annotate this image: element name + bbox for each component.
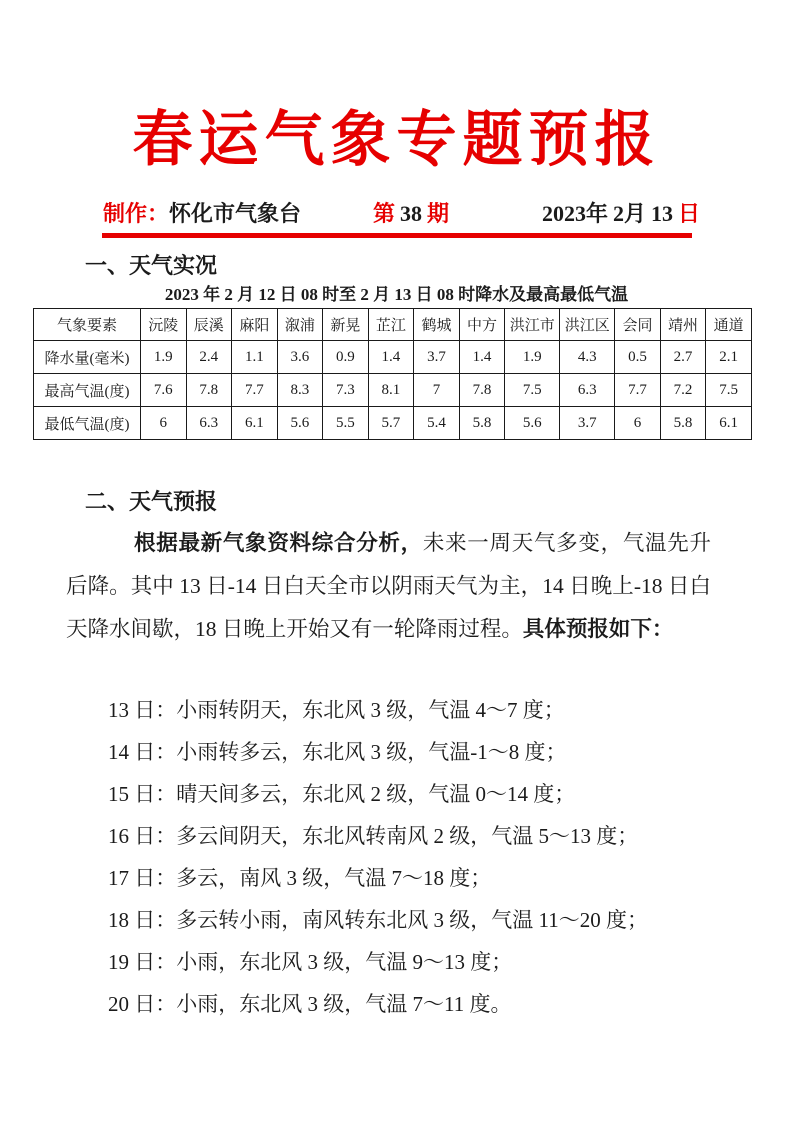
weather-value-cell: 7.5 xyxy=(706,374,752,407)
weather-table-header-cell: 沅陵 xyxy=(141,309,187,341)
weather-value-cell: 1.4 xyxy=(368,341,414,374)
forecast-line: 13 日：小雨转阴天，东北风 3 级，气温 4～7 度； xyxy=(108,698,565,722)
weather-table-title: 2023 年 2 月 12 日 08 时至 2 月 13 日 08 时降水及最高最低气温 xyxy=(164,285,629,304)
weather-table-header-cell: 气象要素 xyxy=(34,309,141,341)
issue-prefix: 第 xyxy=(373,201,396,226)
weather-value-cell: 2.4 xyxy=(186,341,232,374)
weather-value-cell: 7.2 xyxy=(660,374,706,407)
weather-table-header-cell: 通道 xyxy=(706,309,752,341)
weather-value-cell: 5.5 xyxy=(323,407,369,440)
weather-value-cell: 1.9 xyxy=(505,341,560,374)
weather-value-cell: 7.7 xyxy=(615,374,661,407)
weather-table-header-cell: 中方 xyxy=(459,309,505,341)
section-2-heading: 二、天气预报 xyxy=(85,489,218,514)
forecast-summary-paragraph xyxy=(66,522,711,651)
weather-value-cell: 5.8 xyxy=(660,407,706,440)
weather-table-header-cell: 芷江 xyxy=(368,309,414,341)
weather-value-cell: 2.7 xyxy=(660,341,706,374)
red-divider xyxy=(102,233,692,238)
forecast-line: 17 日：多云，南风 3 级，气温 7～18 度； xyxy=(108,866,492,890)
summary-run-body: 未来一周天气多变，气温先升后降。其中 13 日-14 日白天全市以阴雨天气为主，14 日晚上-18 日白天降水间歇，18 日晚上开始又有一轮降雨过程。 xyxy=(66,531,711,641)
forecast-line: 15 日：晴天间多云，东北风 2 级，气温 0～14 度； xyxy=(108,782,576,806)
issue-field xyxy=(373,199,449,229)
issue-number: 38 xyxy=(400,201,423,226)
weather-table-row xyxy=(34,374,752,407)
weather-value-cell: 3.6 xyxy=(277,341,323,374)
weather-value-cell: 5.6 xyxy=(505,407,560,440)
masthead xyxy=(103,199,700,229)
weather-table-row xyxy=(34,341,752,374)
weather-value-cell: 8.1 xyxy=(368,374,414,407)
weather-table-header-cell: 洪江区 xyxy=(560,309,615,341)
weather-value-cell: 1.1 xyxy=(232,341,278,374)
weather-value-cell: 6 xyxy=(141,407,187,440)
forecast-line: 14 日：小雨转多云，东北风 3 级，气温-1～8 度； xyxy=(108,740,567,764)
weather-value-cell: 7.3 xyxy=(323,374,369,407)
producer-label: 制作： xyxy=(103,201,170,226)
weather-value-cell: 1.4 xyxy=(459,341,505,374)
producer-name: 怀化市气象台 xyxy=(169,201,302,226)
weather-table-row xyxy=(34,407,752,440)
weather-value-cell: 0.9 xyxy=(323,341,369,374)
weather-value-cell: 7.7 xyxy=(232,374,278,407)
weather-row-label: 降水量(毫米) xyxy=(34,341,141,374)
summary-run-tail-bold: 具体预报如下： xyxy=(522,617,674,641)
weather-table-header-cell: 溆浦 xyxy=(277,309,323,341)
date-day-unit: 日 xyxy=(677,201,700,226)
forecast-line: 19 日：小雨，东北风 3 级，气温 9～13 度； xyxy=(108,950,513,974)
weather-value-cell: 6.3 xyxy=(186,407,232,440)
weather-value-cell: 5.4 xyxy=(414,407,460,440)
weather-table-header-cell: 麻阳 xyxy=(232,309,278,341)
weather-table-header-cell: 洪江市 xyxy=(505,309,560,341)
weather-value-cell: 6.1 xyxy=(232,407,278,440)
weather-value-cell: 6 xyxy=(615,407,661,440)
section-1-heading: 一、天气实况 xyxy=(85,253,218,278)
weather-value-cell: 3.7 xyxy=(560,407,615,440)
weather-value-cell: 1.9 xyxy=(141,341,187,374)
forecast-line: 16 日：多云间阴天，东北风转南风 2 级，气温 5～13 度； xyxy=(108,824,639,848)
weather-table-body xyxy=(34,341,752,440)
weather-value-cell: 8.3 xyxy=(277,374,323,407)
weather-value-cell: 6.1 xyxy=(706,407,752,440)
weather-table-header-cell: 辰溪 xyxy=(186,309,232,341)
weather-row-label: 最低气温(度) xyxy=(34,407,141,440)
forecast-line: 20 日：小雨，东北风 3 级，气温 7～11 度。 xyxy=(108,992,512,1016)
weather-value-cell: 7.6 xyxy=(141,374,187,407)
weather-value-cell: 3.7 xyxy=(414,341,460,374)
weather-value-cell: 5.6 xyxy=(277,407,323,440)
weather-value-cell: 4.3 xyxy=(560,341,615,374)
weather-row-label: 最高气温(度) xyxy=(34,374,141,407)
date-year: 2023 xyxy=(541,201,586,226)
forecast-line: 18 日：多云转小雨，南风转东北风 3 级，气温 11～20 度； xyxy=(108,908,648,932)
summary-run-lead-bold: 根据最新气象资料综合分析， xyxy=(134,531,423,555)
weather-table-header-row xyxy=(34,309,752,341)
weather-value-cell: 7.5 xyxy=(505,374,560,407)
weather-table-header-cell: 会同 xyxy=(615,309,661,341)
weather-value-cell: 2.1 xyxy=(706,341,752,374)
weather-table-header-cell: 鹤城 xyxy=(414,309,460,341)
document-title: 春运气象专题预报 xyxy=(132,107,661,173)
weather-value-cell: 5.8 xyxy=(459,407,505,440)
weather-table-header-cell: 新晃 xyxy=(323,309,369,341)
weather-value-cell: 0.5 xyxy=(615,341,661,374)
forecast-list xyxy=(108,689,748,1025)
weather-table-header-cell: 靖州 xyxy=(660,309,706,341)
weather-value-cell: 7.8 xyxy=(186,374,232,407)
publish-date xyxy=(542,199,700,229)
date-year-unit: 年 xyxy=(585,201,608,226)
date-month: 2 xyxy=(612,201,624,226)
weather-value-cell: 7.8 xyxy=(459,374,505,407)
issue-suffix: 期 xyxy=(427,201,450,226)
date-month-unit: 月 xyxy=(623,201,646,226)
weather-table-head xyxy=(34,309,752,341)
producer-field xyxy=(103,199,301,229)
weather-value-cell: 5.7 xyxy=(368,407,414,440)
weather-table xyxy=(33,308,752,440)
date-day: 13 xyxy=(650,201,673,226)
weather-value-cell: 7 xyxy=(414,374,460,407)
weather-value-cell: 6.3 xyxy=(560,374,615,407)
